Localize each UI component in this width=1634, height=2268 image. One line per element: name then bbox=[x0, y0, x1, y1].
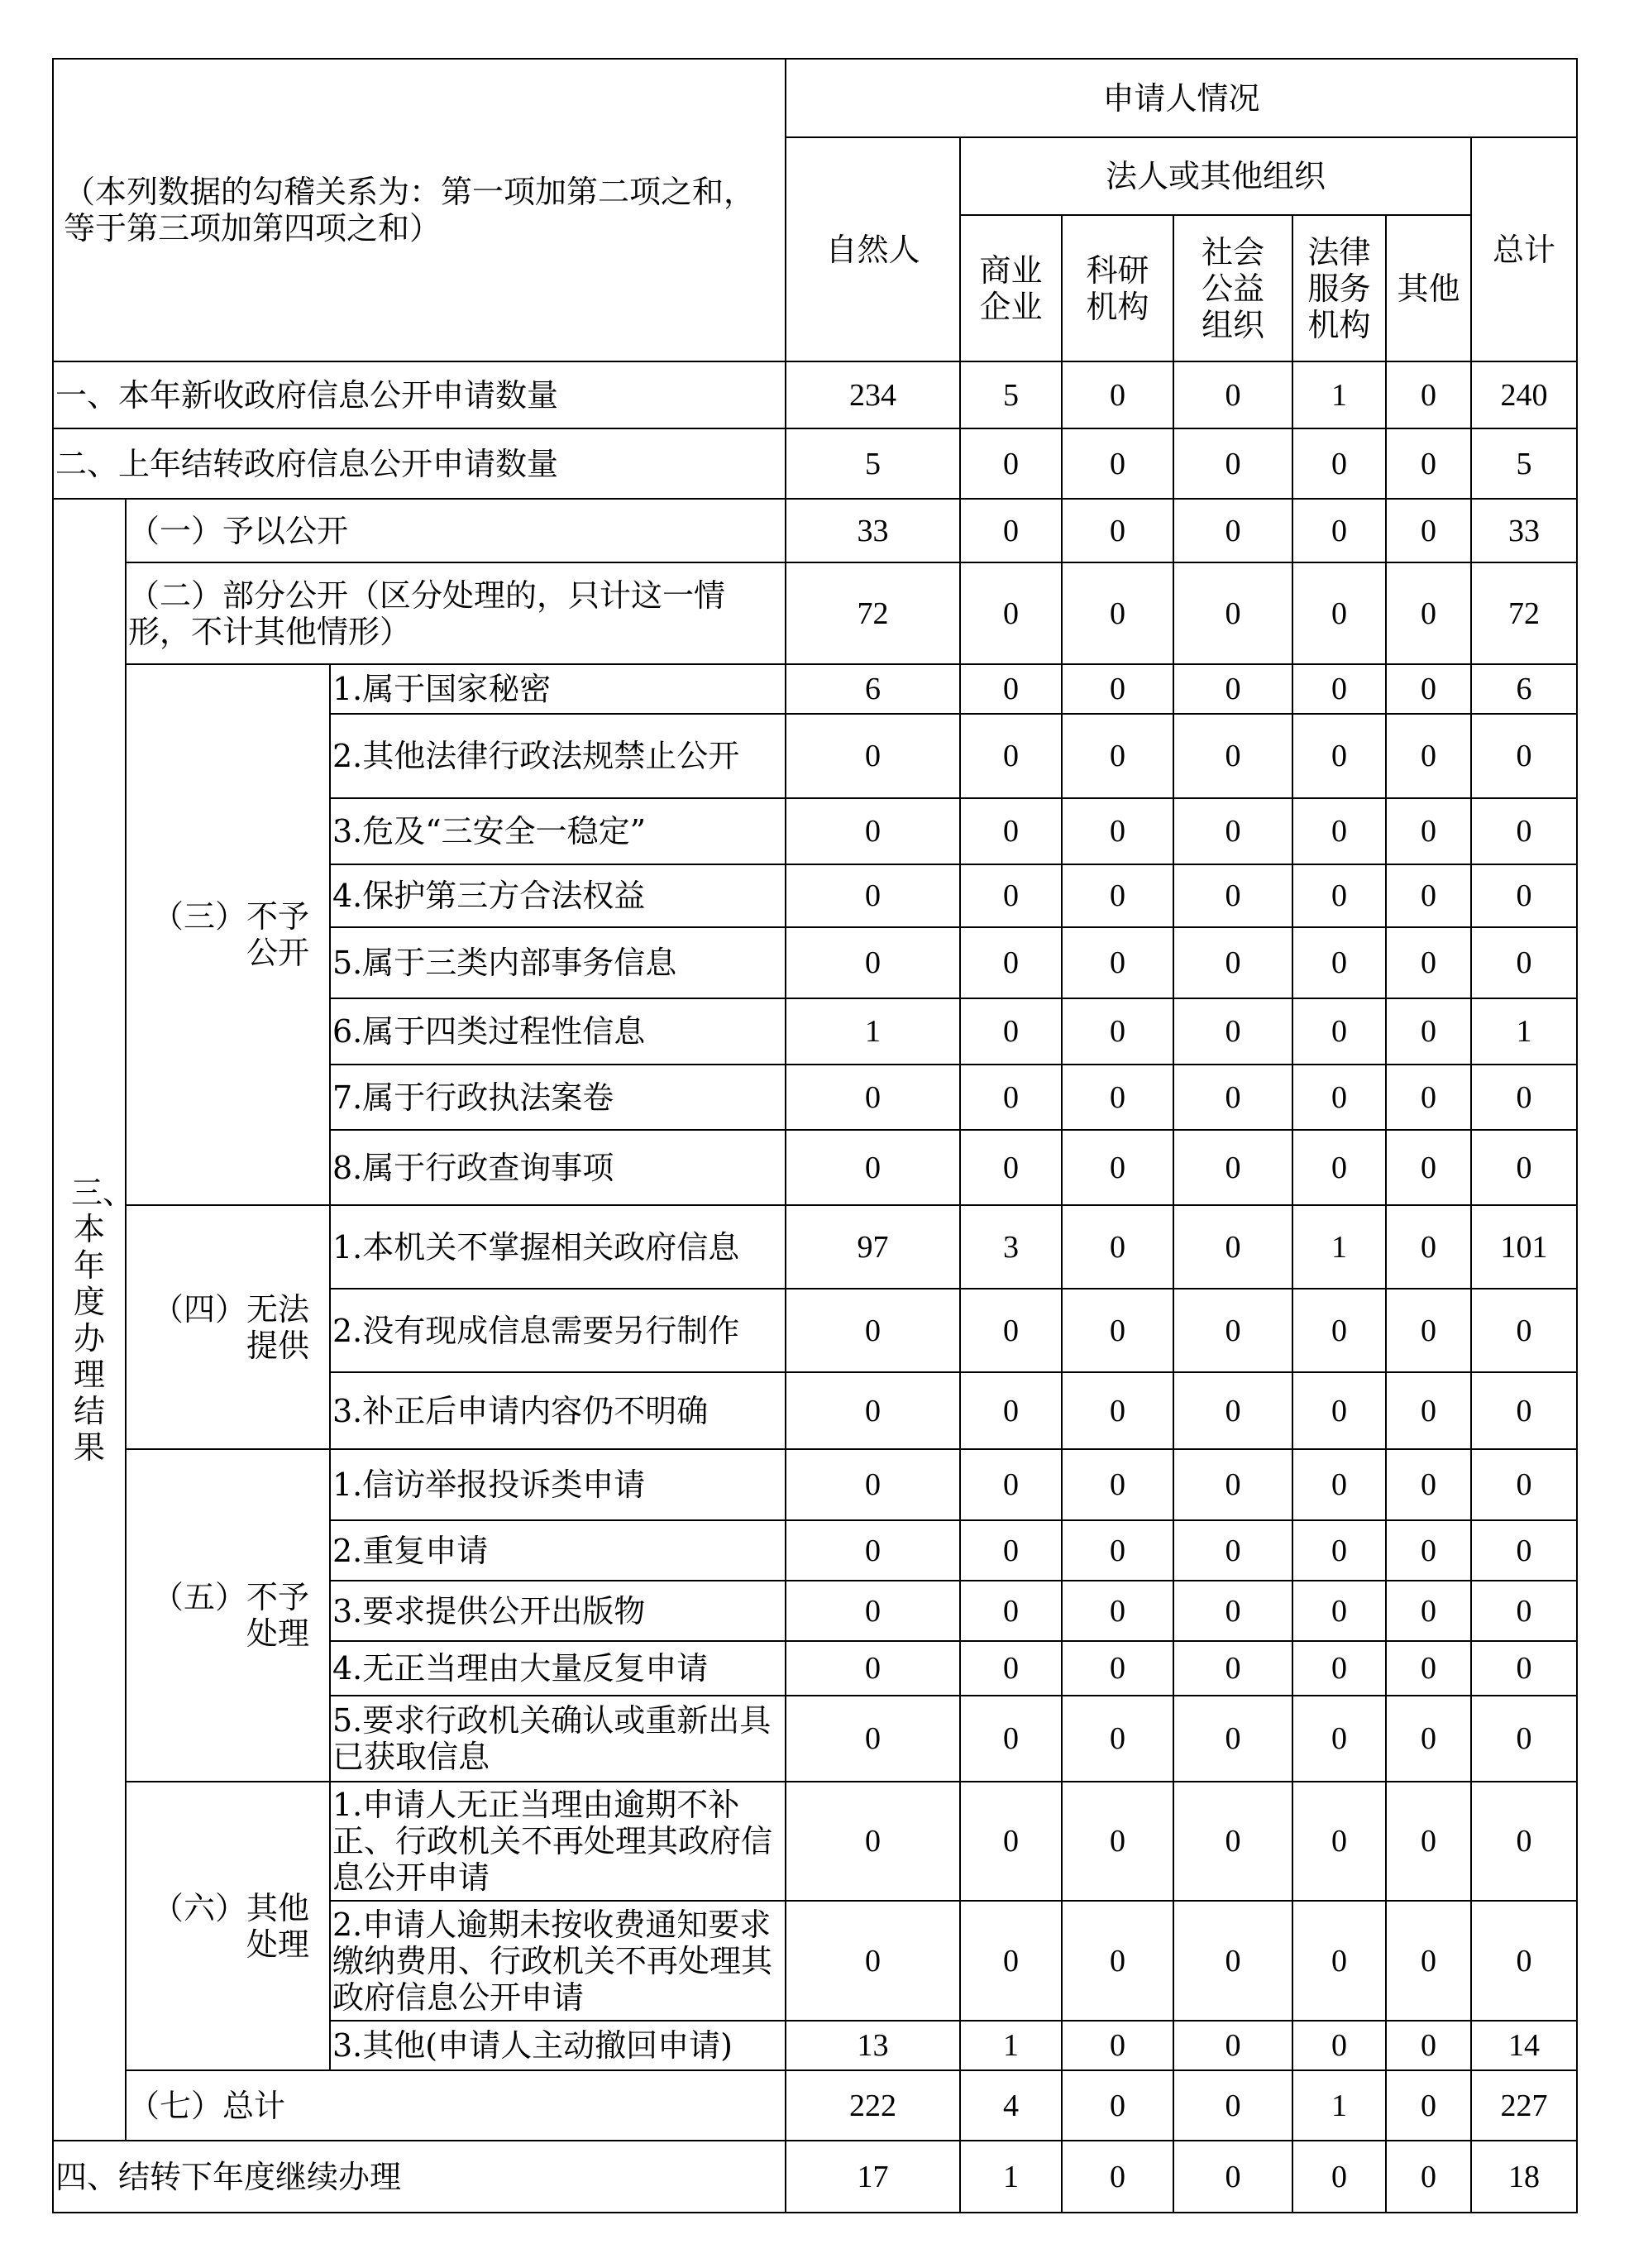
header-applicant-situation: 申请人情况 bbox=[786, 59, 1577, 137]
value-cell: 0 bbox=[1062, 998, 1173, 1065]
value-cell: 33 bbox=[786, 499, 960, 562]
value-cell: 0 bbox=[1173, 1520, 1292, 1581]
group-title: 不予处理 bbox=[246, 1579, 310, 1652]
value-cell: 0 bbox=[1386, 1449, 1471, 1520]
value-cell: 0 bbox=[1173, 2021, 1292, 2070]
value-cell: 0 bbox=[960, 1901, 1062, 2021]
value-cell: 0 bbox=[1062, 927, 1173, 998]
value-cell: 72 bbox=[1471, 562, 1577, 664]
value-cell: 0 bbox=[1173, 798, 1292, 864]
cell-text: 1.信访举报投诉类申请 bbox=[332, 1467, 646, 1503]
row-label bbox=[330, 864, 786, 927]
value-cell: 0 bbox=[1386, 1581, 1471, 1641]
value-cell: 0 bbox=[1292, 798, 1386, 864]
value-cell: 0 bbox=[1471, 1372, 1577, 1449]
value-cell: 0 bbox=[1471, 1449, 1577, 1520]
value-cell: 0 bbox=[786, 1581, 960, 1641]
value-cell: 0 bbox=[1173, 664, 1292, 714]
value-cell: 0 bbox=[960, 1130, 1062, 1205]
value-cell: 0 bbox=[1173, 927, 1292, 998]
row-label bbox=[330, 1581, 786, 1641]
value-cell: 0 bbox=[960, 499, 1062, 562]
value-cell: 0 bbox=[786, 1372, 960, 1449]
cell-text: 4.保护第三方合法权益 bbox=[332, 878, 646, 914]
cell-text: 1.本机关不掌握相关政府信息 bbox=[332, 1228, 740, 1266]
value-cell: 0 bbox=[786, 1449, 960, 1520]
value-cell: 0 bbox=[1386, 361, 1471, 428]
value-cell: 0 bbox=[1386, 998, 1471, 1065]
cell-text: 4.无正当理由大量反复申请 bbox=[332, 1650, 709, 1687]
value-cell: 0 bbox=[1386, 2141, 1471, 2213]
table-row bbox=[53, 1449, 1577, 1520]
value-cell: 0 bbox=[786, 1065, 960, 1130]
value-cell: 3 bbox=[960, 1205, 1062, 1289]
row-label bbox=[330, 1065, 786, 1130]
value-cell: 1 bbox=[1292, 361, 1386, 428]
cell-text: 2.没有现成信息需要另行制作 bbox=[332, 1312, 740, 1349]
value-cell: 0 bbox=[1292, 664, 1386, 714]
row-label bbox=[330, 1696, 786, 1782]
value-cell: 0 bbox=[1062, 2141, 1173, 2213]
value-cell: 0 bbox=[1173, 1782, 1292, 1901]
value-cell: 0 bbox=[1062, 1065, 1173, 1130]
value-cell: 101 bbox=[1471, 1205, 1577, 1289]
value-cell: 0 bbox=[1173, 1641, 1292, 1696]
value-cell: 0 bbox=[786, 1130, 960, 1205]
group-number: （三） bbox=[151, 898, 246, 935]
header-legal-service: 法律服务机构 bbox=[1292, 215, 1386, 361]
value-cell: 0 bbox=[1386, 664, 1471, 714]
value-cell: 0 bbox=[1292, 1372, 1386, 1449]
value-cell: 0 bbox=[1173, 2070, 1292, 2141]
value-cell: 0 bbox=[786, 798, 960, 864]
table-row bbox=[53, 562, 1577, 664]
section3-text: 三、本年度办理结果 bbox=[71, 1174, 135, 1466]
row-label bbox=[330, 927, 786, 998]
value-cell: 0 bbox=[1471, 1581, 1577, 1641]
value-cell: 0 bbox=[786, 1289, 960, 1372]
value-cell: 0 bbox=[1386, 1520, 1471, 1581]
value-cell: 0 bbox=[1292, 1289, 1386, 1372]
value-cell: 0 bbox=[1062, 1205, 1173, 1289]
value-cell: 0 bbox=[1062, 361, 1173, 428]
value-cell: 0 bbox=[960, 998, 1062, 1065]
value-cell: 0 bbox=[960, 1581, 1062, 1641]
row-label bbox=[330, 1782, 786, 1901]
value-cell: 0 bbox=[786, 1520, 960, 1581]
value-cell: 0 bbox=[1386, 2021, 1471, 2070]
value-cell: 0 bbox=[1292, 714, 1386, 798]
value-cell: 0 bbox=[1292, 562, 1386, 664]
value-cell: 0 bbox=[1062, 664, 1173, 714]
value-cell: 0 bbox=[786, 714, 960, 798]
row-label bbox=[330, 1289, 786, 1372]
value-cell: 0 bbox=[1062, 1289, 1173, 1372]
value-cell: 0 bbox=[1062, 1782, 1173, 1901]
value-cell: 234 bbox=[786, 361, 960, 428]
value-cell: 0 bbox=[1386, 1901, 1471, 2021]
value-cell: 6 bbox=[1471, 664, 1577, 714]
value-cell: 0 bbox=[1292, 1901, 1386, 2021]
value-cell: 0 bbox=[1173, 1449, 1292, 1520]
table-row bbox=[53, 2141, 1577, 2213]
value-cell: 0 bbox=[786, 927, 960, 998]
table-row bbox=[53, 1782, 1577, 1901]
value-cell: 0 bbox=[1062, 1520, 1173, 1581]
row-label bbox=[330, 798, 786, 864]
row-label bbox=[126, 562, 786, 664]
cell-text: 四、结转下年度继续办理 bbox=[55, 2158, 402, 2195]
value-cell: 18 bbox=[1471, 2141, 1577, 2213]
value-cell: 0 bbox=[1173, 1696, 1292, 1782]
value-cell: 0 bbox=[1471, 798, 1577, 864]
value-cell: 0 bbox=[1062, 1581, 1173, 1641]
value-cell: 0 bbox=[1062, 2070, 1173, 2141]
value-cell: 0 bbox=[1386, 499, 1471, 562]
value-cell: 0 bbox=[960, 714, 1062, 798]
value-cell: 240 bbox=[1471, 361, 1577, 428]
value-cell: 0 bbox=[1386, 1782, 1471, 1901]
value-cell: 0 bbox=[1173, 562, 1292, 664]
row-label bbox=[126, 2070, 786, 2141]
value-cell: 0 bbox=[1292, 1449, 1386, 1520]
value-cell: 0 bbox=[1471, 1289, 1577, 1372]
group-g3 bbox=[126, 664, 330, 1205]
value-cell: 0 bbox=[960, 562, 1062, 664]
header-total: 总计 bbox=[1471, 137, 1577, 361]
table-row bbox=[53, 1205, 1577, 1289]
value-cell: 97 bbox=[786, 1205, 960, 1289]
value-cell: 0 bbox=[1386, 1065, 1471, 1130]
value-cell: 5 bbox=[1471, 428, 1577, 499]
cell-text: 7.属于行政执法案卷 bbox=[332, 1079, 614, 1116]
value-cell: 1 bbox=[1471, 998, 1577, 1065]
value-cell: 0 bbox=[1386, 1372, 1471, 1449]
value-cell: 0 bbox=[1173, 1205, 1292, 1289]
row-label bbox=[330, 1372, 786, 1449]
row-label bbox=[330, 1641, 786, 1696]
group-number: （四） bbox=[151, 1290, 246, 1328]
value-cell: 13 bbox=[786, 2021, 960, 2070]
header-commercial: 商业企业 bbox=[960, 215, 1062, 361]
value-cell: 14 bbox=[1471, 2021, 1577, 2070]
value-cell: 72 bbox=[786, 562, 960, 664]
header-natural-person: 自然人 bbox=[786, 137, 960, 361]
value-cell: 0 bbox=[1173, 428, 1292, 499]
row-label bbox=[53, 428, 786, 499]
value-cell: 0 bbox=[1062, 798, 1173, 864]
value-cell: 1 bbox=[1292, 1205, 1386, 1289]
value-cell: 0 bbox=[1173, 361, 1292, 428]
row-label bbox=[330, 1520, 786, 1581]
value-cell: 0 bbox=[1292, 1782, 1386, 1901]
cell-text: 2.申请人逾期未按收费通知要求缴纳费用、行政机关不再处理其政府信息公开申请 bbox=[332, 1906, 773, 2016]
cell-text: 5.属于三类内部事务信息 bbox=[332, 945, 677, 981]
header-social-welfare: 社会公益组织 bbox=[1173, 215, 1292, 361]
value-cell: 0 bbox=[1292, 1520, 1386, 1581]
group-title: 不予公开 bbox=[246, 898, 310, 971]
row-label bbox=[330, 1449, 786, 1520]
value-cell: 0 bbox=[1471, 1065, 1577, 1130]
row-label bbox=[330, 1205, 786, 1289]
value-cell: 0 bbox=[1292, 2021, 1386, 2070]
statistics-table bbox=[52, 58, 1578, 2213]
value-cell: 17 bbox=[786, 2141, 960, 2213]
cell-text: 二、上年结转政府信息公开申请数量 bbox=[55, 445, 559, 482]
value-cell: 0 bbox=[1173, 499, 1292, 562]
value-cell: 0 bbox=[1292, 927, 1386, 998]
value-cell: 0 bbox=[1386, 798, 1471, 864]
value-cell: 0 bbox=[960, 1289, 1062, 1372]
value-cell: 0 bbox=[1386, 1205, 1471, 1289]
value-cell: 0 bbox=[1062, 562, 1173, 664]
cell-text: 5.要求行政机关确认或重新出具已获取信息 bbox=[332, 1702, 772, 1775]
value-cell: 0 bbox=[786, 864, 960, 927]
group-g4 bbox=[126, 1205, 330, 1449]
value-cell: 0 bbox=[1471, 1130, 1577, 1205]
value-cell: 0 bbox=[1386, 1130, 1471, 1205]
value-cell: 0 bbox=[1062, 2021, 1173, 2070]
value-cell: 0 bbox=[1386, 1641, 1471, 1696]
value-cell: 0 bbox=[1471, 864, 1577, 927]
value-cell: 0 bbox=[960, 1065, 1062, 1130]
value-cell: 0 bbox=[786, 1782, 960, 1901]
value-cell: 0 bbox=[1173, 998, 1292, 1065]
value-cell: 0 bbox=[1062, 714, 1173, 798]
row-label bbox=[330, 714, 786, 798]
cell-text: 6.属于四类过程性信息 bbox=[332, 1013, 646, 1050]
group-title: 无法提供 bbox=[246, 1290, 310, 1364]
value-cell: 0 bbox=[1386, 864, 1471, 927]
row-label bbox=[53, 2141, 786, 2213]
value-cell: 0 bbox=[1173, 1581, 1292, 1641]
section3-label bbox=[53, 499, 135, 2141]
value-cell: 0 bbox=[1292, 1065, 1386, 1130]
value-cell: 33 bbox=[1471, 499, 1577, 562]
value-cell: 0 bbox=[960, 428, 1062, 499]
value-cell: 0 bbox=[1292, 998, 1386, 1065]
table-row bbox=[53, 499, 1577, 562]
value-cell: 0 bbox=[960, 1696, 1062, 1782]
row-label bbox=[126, 499, 786, 562]
value-cell: 222 bbox=[786, 2070, 960, 2141]
cell-text: （一）予以公开 bbox=[128, 512, 349, 549]
value-cell: 0 bbox=[960, 1641, 1062, 1696]
value-cell: 0 bbox=[960, 664, 1062, 714]
value-cell: 0 bbox=[1386, 714, 1471, 798]
value-cell: 0 bbox=[1471, 1641, 1577, 1696]
group-g5 bbox=[126, 1449, 330, 1782]
value-cell: 6 bbox=[786, 664, 960, 714]
value-cell: 0 bbox=[1173, 1372, 1292, 1449]
row-label bbox=[330, 2021, 786, 2070]
row-label bbox=[53, 361, 786, 428]
row-label bbox=[330, 1901, 786, 2021]
value-cell: 0 bbox=[1062, 428, 1173, 499]
value-cell: 0 bbox=[960, 1449, 1062, 1520]
value-cell: 0 bbox=[1292, 1581, 1386, 1641]
value-cell: 0 bbox=[1062, 1901, 1173, 2021]
value-cell: 0 bbox=[1292, 864, 1386, 927]
value-cell: 0 bbox=[786, 1696, 960, 1782]
cell-text: 8.属于行政查询事项 bbox=[332, 1149, 614, 1186]
group-number: （六） bbox=[151, 1889, 246, 1926]
value-cell: 0 bbox=[1386, 1289, 1471, 1372]
value-cell: 0 bbox=[1292, 499, 1386, 562]
value-cell: 0 bbox=[1173, 864, 1292, 927]
value-cell: 0 bbox=[1173, 1130, 1292, 1205]
header-research: 科研机构 bbox=[1062, 215, 1173, 361]
cell-text: 3.补正后申请内容仍不明确 bbox=[332, 1392, 709, 1429]
header-note: （本列数据的勾稽关系为：第一项加第二项之和，等于第三项加第四项之和） bbox=[53, 59, 786, 361]
value-cell: 1 bbox=[1292, 2070, 1386, 2141]
value-cell: 0 bbox=[1386, 428, 1471, 499]
value-cell: 0 bbox=[1292, 1696, 1386, 1782]
header-other: 其他 bbox=[1386, 215, 1471, 361]
value-cell: 0 bbox=[1386, 562, 1471, 664]
value-cell: 227 bbox=[1471, 2070, 1577, 2141]
value-cell: 0 bbox=[960, 1782, 1062, 1901]
value-cell: 0 bbox=[1173, 1065, 1292, 1130]
table-row bbox=[53, 2070, 1577, 2141]
group-title: 其他处理 bbox=[246, 1889, 310, 1963]
value-cell: 0 bbox=[1292, 428, 1386, 499]
cell-text: 2.重复申请 bbox=[332, 1532, 489, 1569]
value-cell: 0 bbox=[1173, 714, 1292, 798]
value-cell: 0 bbox=[1062, 1130, 1173, 1205]
value-cell: 0 bbox=[960, 927, 1062, 998]
value-cell: 0 bbox=[1062, 1372, 1173, 1449]
cell-text: 一、本年新收政府信息公开申请数量 bbox=[55, 376, 559, 414]
value-cell: 0 bbox=[1471, 1901, 1577, 2021]
value-cell: 0 bbox=[1471, 714, 1577, 798]
header-legal-person-group: 法人或其他组织 bbox=[960, 137, 1471, 215]
value-cell: 0 bbox=[960, 864, 1062, 927]
row-label bbox=[330, 664, 786, 714]
value-cell: 0 bbox=[1173, 1901, 1292, 2021]
value-cell: 0 bbox=[1062, 499, 1173, 562]
group-number: （五） bbox=[151, 1579, 246, 1615]
value-cell: 0 bbox=[1292, 1130, 1386, 1205]
cell-text: 3.其他(申请人主动撤回申请) bbox=[332, 2027, 733, 2064]
value-cell: 0 bbox=[1062, 1696, 1173, 1782]
value-cell: 4 bbox=[960, 2070, 1062, 2141]
table-row bbox=[53, 664, 1577, 714]
row-label bbox=[330, 998, 786, 1065]
cell-text: （七）总计 bbox=[128, 2087, 286, 2124]
value-cell: 0 bbox=[1471, 1782, 1577, 1901]
value-cell: 0 bbox=[960, 1372, 1062, 1449]
value-cell: 0 bbox=[1471, 927, 1577, 998]
cell-text: 3.要求提供公开出版物 bbox=[332, 1592, 646, 1629]
value-cell: 1 bbox=[960, 2141, 1062, 2213]
value-cell: 0 bbox=[1386, 1696, 1471, 1782]
value-cell: 1 bbox=[960, 2021, 1062, 2070]
value-cell: 0 bbox=[1386, 927, 1471, 998]
value-cell: 1 bbox=[786, 998, 960, 1065]
cell-text: 1.申请人无正当理由逾期不补正、行政机关不再处理其政府信息公开申请 bbox=[332, 1787, 773, 1896]
row-label bbox=[330, 1130, 786, 1205]
value-cell: 0 bbox=[786, 1641, 960, 1696]
value-cell: 0 bbox=[960, 798, 1062, 864]
value-cell: 5 bbox=[786, 428, 960, 499]
value-cell: 0 bbox=[1471, 1696, 1577, 1782]
cell-text: 2.其他法律行政法规禁止公开 bbox=[332, 738, 740, 774]
table-row bbox=[53, 361, 1577, 428]
table-row bbox=[53, 428, 1577, 499]
cell-text: 1.属于国家秘密 bbox=[332, 671, 552, 707]
value-cell: 0 bbox=[786, 1901, 960, 2021]
value-cell: 0 bbox=[960, 1520, 1062, 1581]
value-cell: 0 bbox=[1292, 2141, 1386, 2213]
value-cell: 5 bbox=[960, 361, 1062, 428]
value-cell: 0 bbox=[1062, 1641, 1173, 1696]
value-cell: 0 bbox=[1292, 1641, 1386, 1696]
value-cell: 0 bbox=[1173, 2141, 1292, 2213]
cell-text: （二）部分公开（区分处理的，只计这一情形，不计其他情形） bbox=[128, 577, 726, 650]
value-cell: 0 bbox=[1471, 1520, 1577, 1581]
value-cell: 0 bbox=[1173, 1289, 1292, 1372]
group-g6 bbox=[126, 1782, 330, 2070]
cell-text: 3.危及“三安全一稳定” bbox=[332, 813, 647, 849]
value-cell: 0 bbox=[1062, 864, 1173, 927]
value-cell: 0 bbox=[1062, 1449, 1173, 1520]
value-cell: 0 bbox=[1386, 2070, 1471, 2141]
